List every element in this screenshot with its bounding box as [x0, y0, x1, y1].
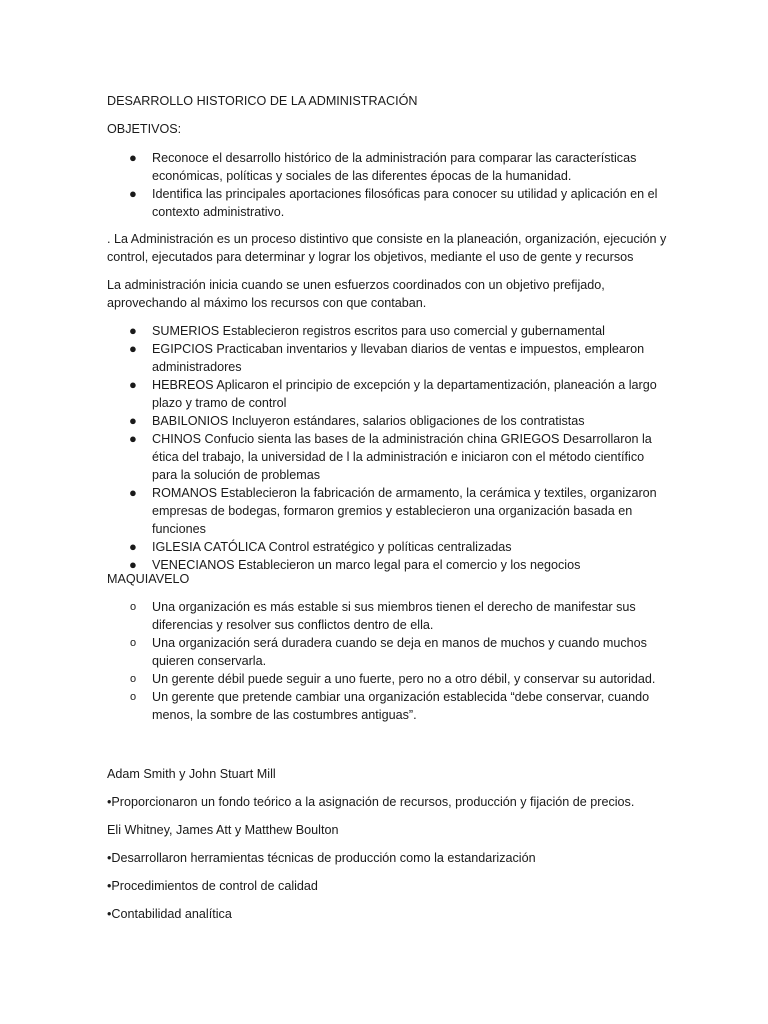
whitney-point: •Contabilidad analítica [107, 907, 232, 921]
list-item: ● EGIPCIOS Practicaban inventarios y llevaban diarios de ventas e impuestos, emplearon administradores [129, 341, 645, 374]
bullet-icon: ● [129, 413, 137, 428]
list-item: o Un gerente débil puede seguir a uno fuerte, pero no a otro débil, y conservar su autoridad. [130, 672, 656, 686]
list-item: ● BABILONIOS Incluyeron estándares, salarios obligaciones de los contratistas [129, 413, 585, 428]
circle-bullet-icon: o [130, 691, 137, 703]
bullet-icon: ● [129, 323, 137, 338]
bullet-icon: ● [129, 485, 137, 500]
list-item: o Una organización será duradera cuando se deja en manos de muchos y cuando muchos quieren conservarla. [130, 636, 647, 668]
machiavelli-heading: MAQUIAVELO [107, 572, 190, 586]
whitney-point: •Procedimientos de control de calidad [107, 879, 318, 893]
list-item: ● Reconoce el desarrollo histórico de la administración para comparar las características económicas, políticas y sociales de las diferentes épocas de la humanidad. [129, 150, 637, 183]
list-item: o Un gerente que pretende cambiar una organización establecida “debe conservar, cuando menos, la sombre de las costumbres antiguas”. [130, 690, 650, 722]
smith-mill-point: •Proporcionaron un fondo teórico a la asignación de recursos, producción y fijación de precios. [107, 795, 635, 809]
origin-paragraph: La administración inicia cuando se unen esfuerzos coordinados con un objetivo prefijado, aprovechando al máximo los recursos con que contaban. [107, 278, 605, 310]
smith-mill-heading: Adam Smith y John Stuart Mill [107, 767, 276, 781]
machiavelli-list [107, 598, 667, 724]
list-item: ● VENECIANOS Establecieron un marco legal para el comercio y los negocios [129, 557, 581, 572]
circle-bullet-icon: o [130, 601, 137, 613]
bullet-icon: ● [129, 377, 137, 392]
list-item: ● CHINOS Confucio sienta las bases de la administración china GRIEGOS Desarrollaron la ética del trabajo, la universidad de l la administración e iniciaron con el método científico para la solución de problemas [129, 431, 652, 482]
list-item: o Una organización es más estable si sus miembros tienen el derecho de manifestar sus diferencias y resolver sus conflictos dentro de ella. [130, 600, 636, 632]
civilizations-list [107, 322, 667, 574]
objectives-heading: OBJETIVOS: [107, 122, 182, 136]
whitney-heading: Eli Whitney, James Att y Matthew Boulton [107, 823, 339, 837]
bullet-icon: ● [129, 431, 137, 446]
list-item: ● SUMERIOS Establecieron registros escritos para uso comercial y gubernamental [129, 323, 605, 338]
bullet-icon: ● [129, 539, 137, 554]
circle-bullet-icon: o [130, 673, 137, 685]
list-item: ● IGLESIA CATÓLICA Control estratégico y políticas centralizadas [129, 539, 512, 554]
bullet-icon: ● [129, 557, 137, 572]
list-item: ● ROMANOS Establecieron la fabricación de armamento, la cerámica y textiles, organizaron empresas de bodegas, formaron gremios y establecieron una organización basada en funciones [129, 485, 657, 536]
definition-paragraph: . La Administración es un proceso distintivo que consiste en la planeación, organización, ejecución y control, ejecutados para determinar y lograr los objetivos, mediante el uso de gente y recursos [107, 232, 667, 264]
objectives-list [107, 149, 667, 221]
bullet-icon: ● [129, 186, 137, 201]
bullet-icon: ● [129, 150, 137, 165]
circle-bullet-icon: o [130, 637, 137, 649]
list-item: ● HEBREOS Aplicaron el principio de excepción y la departamentización, planeación a largo plazo y tramo de control [129, 377, 657, 410]
list-item: ● Identifica las principales aportaciones filosóficas para conocer su utilidad y aplicación en el contexto administrativo. [129, 186, 658, 219]
bullet-icon: ● [129, 341, 137, 356]
whitney-point: •Desarrollaron herramientas técnicas de producción como la estandarización [107, 851, 536, 865]
document-title: DESARROLLO HISTORICO DE LA ADMINISTRACIÓN [107, 94, 418, 108]
